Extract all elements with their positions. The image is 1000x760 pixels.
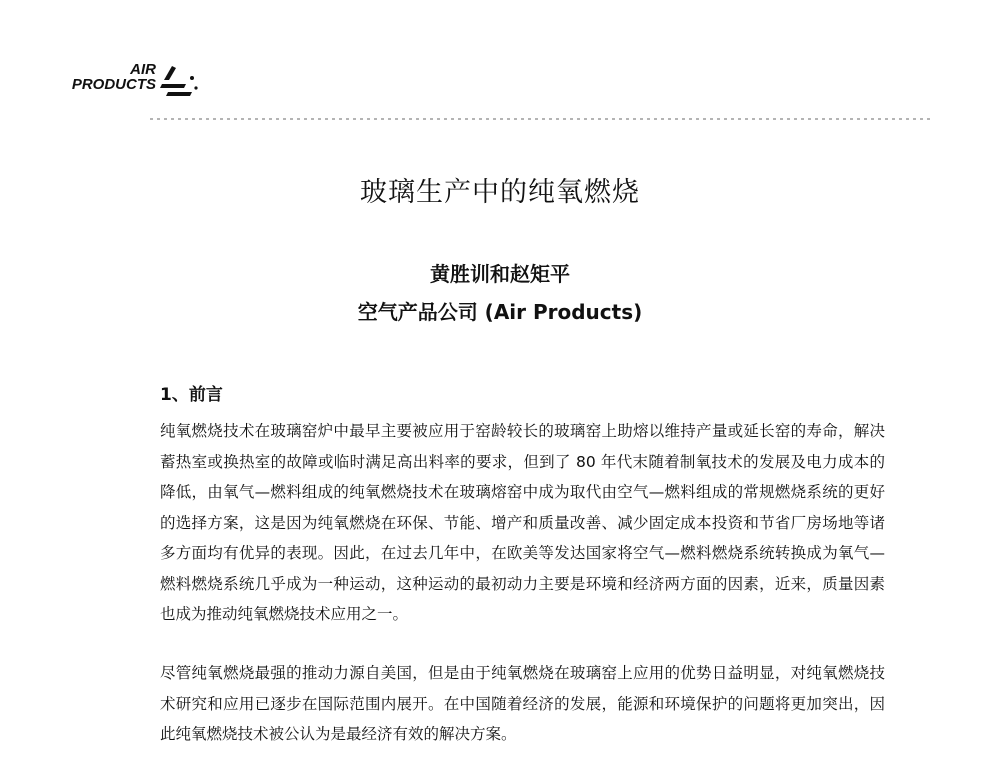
authors: 黄胜训和赵矩平 [430,262,570,286]
affiliation: 空气产品公司 (Air Products) [357,300,643,324]
air-products-logo [38,62,208,106]
header-rule [150,118,930,120]
paper-title: 玻璃生产中的纯氧燃烧 [360,177,640,208]
logo-mark-icon [158,64,200,98]
logo-air: AIR [130,61,156,78]
paragraph-1: 纯氧燃烧技术在玻璃窑炉中最早主要被应用于窑龄较长的玻璃窑上助熔以维持产量或延长窑的寿命，解决蓄热室或换热室的故障或临时满足高出料率的要求，但到了 80 年代末随着制氧技术的发展及电力成本的降低，由氧气—燃料组成的纯氧燃烧技术在玻璃熔窑中成为取代由空气—燃料组成的常规燃烧系统的更好的选择方案，这是因为纯氧燃烧在环保、节能、增产和质量改善、减少固定成本投资和节省厂房场地等诸多方面均有优异的表现。因此，在过去几年中，在欧美等发达国家将空气—燃料燃烧系统转换成为氧气—燃料燃烧系统几乎成为一种运动，这种运动的最初动力主要是环境和经济两方面的因素，近来，质量因素也成为推动纯氧燃烧技术应用之一。 [160,422,885,623]
logo-products: PRODUCTS [71,76,156,93]
section-heading: 1、前言 [160,385,223,405]
logo-wordmark [38,62,156,92]
paragraph-2: 尽管纯氧燃烧最强的推动力源自美国，但是由于纯氧燃烧在玻璃窑上应用的优势日益明显，对纯氧燃烧技术研究和应用已逐步在国际范围内展开。在中国随着经济的发展，能源和环境保护的问题将更加突出，因此纯氧燃烧技术被公认为是最经济有效的解决方案。 [160,664,885,743]
